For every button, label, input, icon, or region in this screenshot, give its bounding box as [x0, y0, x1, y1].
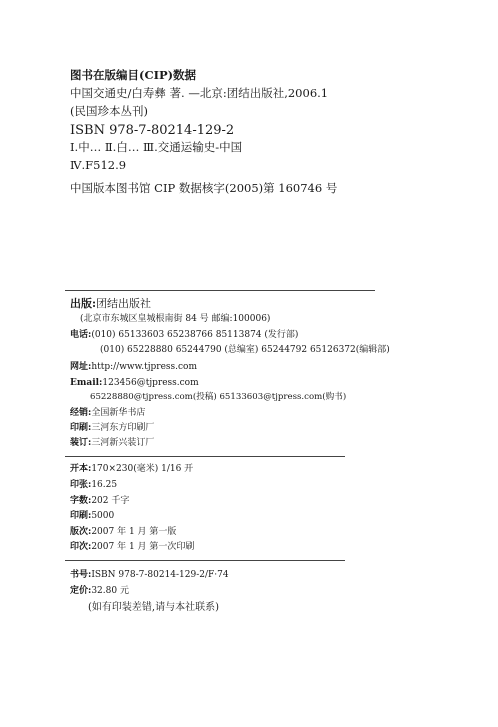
words-label: 字数: — [70, 496, 92, 506]
sheets-line — [70, 481, 117, 490]
sheets-value: 16.25 — [91, 480, 118, 490]
cip-title-line: 中国交通史/白寿彝 著. —北京:团结出版社,2006.1 — [70, 86, 329, 100]
edition-label: 版次: — [70, 527, 92, 537]
publisher-name: 团结出版社 — [96, 297, 152, 310]
website-label: 网址: — [70, 362, 92, 372]
printer-label: 印刷: — [70, 423, 92, 433]
edition-line — [70, 528, 176, 537]
divider-bottom — [65, 560, 345, 561]
website-url: http://www.tjpress.com — [91, 362, 198, 372]
edition-value: 2007 年 1 月 第一版 — [91, 527, 177, 537]
cip-data-number: 中国版本图书馆 CIP 数据核字(2005)第 160746 号 — [70, 181, 338, 195]
printer-line — [70, 424, 154, 433]
divider-top — [65, 290, 375, 291]
phone-numbers-1: (010) 65133603 65238766 85113874 (发行部) — [91, 330, 299, 340]
price-label: 定价: — [70, 586, 92, 596]
distributor-label: 经销: — [70, 408, 92, 418]
cip-subjects: Ⅰ.中… Ⅱ.白… Ⅲ.交通运输史-中国 — [70, 140, 243, 154]
cip-heading: 图书在版编目(CIP)数据 — [70, 68, 197, 82]
distributor-line — [70, 409, 145, 418]
printer-name: 三河东方印刷厂 — [91, 423, 155, 433]
price-value: 32.80 元 — [91, 586, 129, 596]
price-line — [70, 587, 129, 596]
email-address: 123456@tjpress.com — [102, 378, 199, 388]
cip-isbn: ISBN 978-7-80214-129-2 — [70, 123, 235, 138]
booknumber-line — [70, 571, 229, 580]
publisher-line — [70, 298, 151, 309]
phone-label: 电话: — [70, 330, 92, 340]
email-line — [70, 379, 199, 388]
binder-line — [70, 439, 154, 448]
printing-line — [70, 543, 194, 552]
words-line — [70, 497, 129, 506]
words-value: 202 千字 — [91, 496, 130, 506]
cip-classification: Ⅳ.F512.9 — [70, 158, 127, 172]
printing-value: 2007 年 1 月 第一次印刷 — [91, 542, 195, 552]
copies-line — [70, 512, 114, 521]
phone-line-2: (010) 65228880 65244790 (总编室) 65244792 65126372(编辑部) — [100, 345, 390, 355]
phone-line-1 — [70, 331, 298, 340]
error-notice: (如有印装差错,请与本社联系) — [88, 602, 219, 613]
divider-middle — [65, 456, 345, 457]
website-line — [70, 363, 197, 372]
booknumber-label: 书号: — [70, 570, 92, 580]
format-label: 开本: — [70, 464, 92, 474]
publisher-label: 出版: — [70, 297, 97, 310]
email-label: Email: — [70, 378, 103, 388]
binder-name: 三河新兴装订厂 — [91, 438, 155, 448]
cip-series-line: (民国珍本丛刊) — [70, 104, 148, 118]
copies-value: 5000 — [91, 511, 115, 521]
printing-label: 印次: — [70, 542, 92, 552]
publisher-address: (北京市东城区皇城根南街 84 号 邮编:100006) — [80, 314, 271, 324]
copies-label: 印刷: — [70, 511, 92, 521]
format-line — [70, 465, 193, 474]
sheets-label: 印张: — [70, 480, 92, 490]
format-value: 170×230(毫米) 1/16 开 — [91, 464, 194, 474]
email-line-2: 65228880@tjpress.com(投稿) 65133603@tjpress.com(购书) — [90, 392, 347, 402]
binder-label: 装订: — [70, 438, 92, 448]
distributor-name: 全国新华书店 — [91, 408, 146, 418]
booknumber-value: ISBN 978-7-80214-129-2/F·74 — [91, 570, 229, 580]
